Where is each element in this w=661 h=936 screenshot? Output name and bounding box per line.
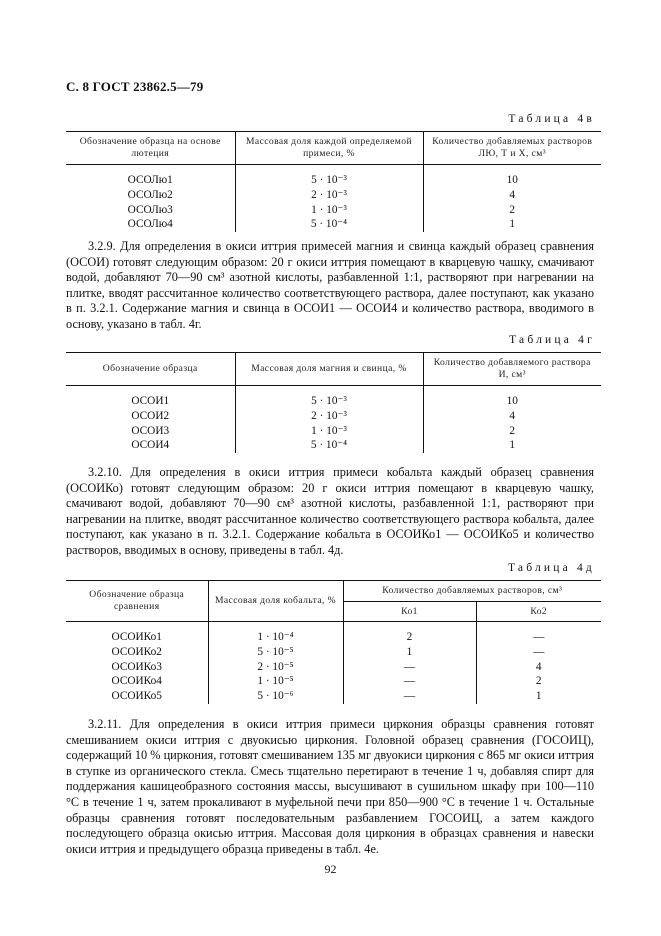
table-cell: ОСОЛю4 [66,217,235,232]
table-cell: ОСОИ3 [66,424,235,439]
table-cell: 1 [509,439,516,452]
table-cell: ОСОИКо3 [66,660,208,675]
table-cell: — [343,660,476,675]
table-row [66,188,601,203]
table-cell: 10 [506,174,518,186]
table-4g [66,352,601,453]
page-header: С. 8 ГОСТ 23862.5—79 [66,79,204,94]
table-cell: — [343,689,476,704]
table-4d-col3-header: Количество добавляемых растворов, см³ [343,581,601,602]
table-4g-col1-header: Обозначение образца [66,353,235,386]
table-row [66,386,601,409]
table-row [66,438,601,453]
table-cell: 1 · 10⁻³ [235,424,423,439]
table-cell: 5 · 10⁻³ [235,165,423,188]
table-4g-col2-header: Массовая доля магния и свинца, % [235,353,423,386]
table-row [66,674,601,689]
table-cell: 5 · 10⁻⁶ [208,689,343,704]
table-4v-caption: Таблица 4в [508,113,595,125]
table-cell: 1 [535,690,542,703]
table-cell: 4 [535,660,542,673]
table-cell: 5 · 10⁻⁴ [235,217,423,232]
table-4d [66,580,601,704]
table-cell: — [533,631,545,643]
table-cell: 5 · 10⁻⁵ [208,645,343,660]
table-cell: 4 [509,409,516,422]
table-cell: ОСОЛю3 [66,203,235,218]
paragraph-3-2-10: 3.2.10. Для определения в окиси иттрия примеси кобальта каждый образец сравнения (ОСОИКо) готовят следующим образом: 20 г окиси иттрия помещают в кварцевую чашку, смачивают водой, добавляют 70—90 см³ азотной кислоты, разбавленной 1:1, растворяют при нагревании на плитке, вводят рассчитанное количество соответствующего раствора кобальта, далее поступают, как указано в п. 3.2.1. Содержание кобальта в ОСОИКо1 — ОСОИКо5 и количество растворов, вводимых в основу, приведены в табл. 4д. [66,465,594,557]
table-row [66,622,601,645]
table-row [66,165,601,188]
table-cell: ОСОИКо1 [66,622,208,645]
table-cell: 1 · 10⁻⁵ [208,674,343,689]
table-4v [66,131,601,232]
table-row [66,203,601,218]
table-cell: 1 · 10⁻⁴ [208,622,343,645]
table-cell: 4 [509,188,516,201]
table-cell: 2 · 10⁻³ [235,188,423,203]
table-cell: 2 [343,622,476,645]
table-cell: ОСОЛю1 [66,165,235,188]
table-cell: 2 [509,203,516,216]
table-cell: 5 · 10⁻³ [235,386,423,409]
table-cell: ОСОИКо2 [66,645,208,660]
table-4v-col3-header: Количество добавляемых растворов ЛЮ, Т и X, см³ [423,132,601,165]
table-cell: 2 · 10⁻⁵ [208,660,343,675]
table-row [66,409,601,424]
table-4g-caption: Таблица 4г [509,334,595,346]
table-cell: ОСОИ1 [66,386,235,409]
table-cell: 1 [509,218,516,231]
table-cell: ОСОИКо5 [66,689,208,704]
table-4d-sub1-header: Ко1 [343,602,476,622]
table-cell: 1 [343,645,476,660]
table-row [66,424,601,439]
table-4d-col1-header: Обозначение образца сравнения [66,581,208,622]
paragraph-3-2-11: 3.2.11. Для определения в окиси иттрия примеси циркония образцы сравнения готовят смешиванием окиси иттрия с двуокисью циркония. Головной образец сравнения (ГОСОИЦ), содержащий 10 % циркония, готовят смешиванием 135 мг двуокиси циркония с 865 мг окиси иттрия в ступке из органического стекла. Смесь тщательно перетирают в течение 1 ч, добавляя спирт для поддержания кашицеобразного состояния массы, высушивают в сушильном шкафу при 100—110 °С в течение 1 ч, затем прокаливают в муфельной печи при 850—900 °С в течение 1 ч. Остальные образцы сравнения готовят последовательным разбавлением ГОСОИЦ, а затем каждого последующего образца окисью иттрия. Массовая доля циркония в образцах сравнения и навески окиси иттрия и предыдущего образца приведены в табл. 4е. [66,717,594,856]
table-cell: — [533,645,545,658]
table-4v-col1-header: Обозначение образца на основе лютеция [66,132,235,165]
table-cell: 10 [506,395,518,407]
table-4d-sub2-header: Ко2 [476,602,601,622]
table-cell: ОСОИ2 [66,409,235,424]
table-row [66,645,601,660]
table-4v-col2-header: Массовая доля каждой определяемой примеси, % [235,132,423,165]
table-4d-col2-header: Массовая доля кобальта, % [208,581,343,622]
table-cell: ОСОИКо4 [66,674,208,689]
table-cell: — [343,674,476,689]
table-cell: 2 [509,424,516,437]
paragraph-3-2-9: 3.2.9. Для определения в окиси иттрия примесей магния и свинца каждый образец сравнения (ОСОИ) готовят следующим образом: 20 г окиси иттрия помещают в кварцевую чашку, смачивают водой, добавляют 70—90 см³ азотной кислоты, разбавленной 1:1, растворяют при нагревании на плитке, вводят рассчитанное количество соответствующего раствора, далее поступают, как указано в п. 3.2.1. Содержание магния и свинца в ОСОИ1 — ОСОИ4 и количество раствора, вводимого в основу, указано в табл. 4г. [66,239,594,331]
table-row [66,689,601,704]
table-cell: 1 · 10⁻³ [235,203,423,218]
table-4d-caption: Таблица 4д [507,562,595,574]
table-cell: 2 · 10⁻³ [235,409,423,424]
table-cell: ОСОИ4 [66,438,235,453]
table-row [66,660,601,675]
table-cell: 2 [535,675,542,688]
table-4g-col3-header: Количество добавляемого раствора И, см³ [423,353,601,386]
table-cell: ОСОЛю2 [66,188,235,203]
table-row [66,217,601,232]
table-cell: 5 · 10⁻⁴ [235,438,423,453]
page-number: 92 [324,862,337,876]
